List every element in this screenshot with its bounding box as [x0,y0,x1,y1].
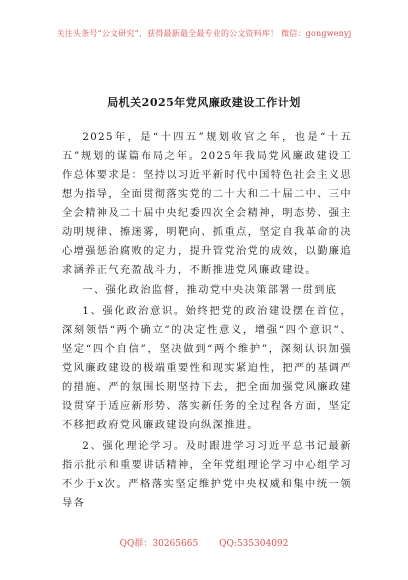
intro-paragraph: 2025年，是“十四五”规划收官之年，也是“十五五”规划的谋篇布局之年。2025年我局党风廉政建设工作总体要求是：坚持以习近平新时代中国特色社会主义思想为指导，全面贯彻落实党的二十大和二十届二中、三中全会精神及二十届中央纪委四次全会精神，明态势、强主动明规律、擦迷雾，明靶向、抓重点，坚定自我革命的决心增强惩治腐败的定力，提升管党治党的成效，以勤廉追求涵养正气充盈战斗力，不断推进党风廉政建设。 [62,132,352,276]
qq-group-text: QQ群：30265665 [119,539,199,549]
promo-banner: 关注头条号“公文研究”，获得最新最全最专业的公文资料库！ 微信：gongwenyj [56,29,352,38]
document-body [62,128,352,513]
footer-contact [0,536,408,549]
subsection-paragraph-2: 2、强化理论学习。及时跟进学习习近平总书记最新指示批示和重要讲话精神，全年党组理论学习中心组学习不少于x次。严格落实坚定维护党中央权威和集中统一领导各 [62,441,352,509]
qq-number-text: QQ:535304092 [219,539,289,549]
document-title: 局机关2025年党风廉政建设工作计划 [107,96,301,109]
section-heading: 一、强化政治监督，推动党中央决策部署一贯到底 [82,285,338,296]
subsection-paragraph-1: 1、强化政治意识。始终把党的政治建设摆在首位，深刻领悟“两个确立”的决定性意义，增强“四个意识”、坚定“四个自信”，坚决做到“两个维护”，深刻认识加强党风廉政建设的极端重要性和现实紧迫性，把严的基调严的措施、严的氛围长期坚持下去，把全面加强党风廉政建设贯穿于适应新形势、落实新任务的全过程各方面，坚定不移把政府党风廉政建设向纵深推进。 [62,306,352,431]
